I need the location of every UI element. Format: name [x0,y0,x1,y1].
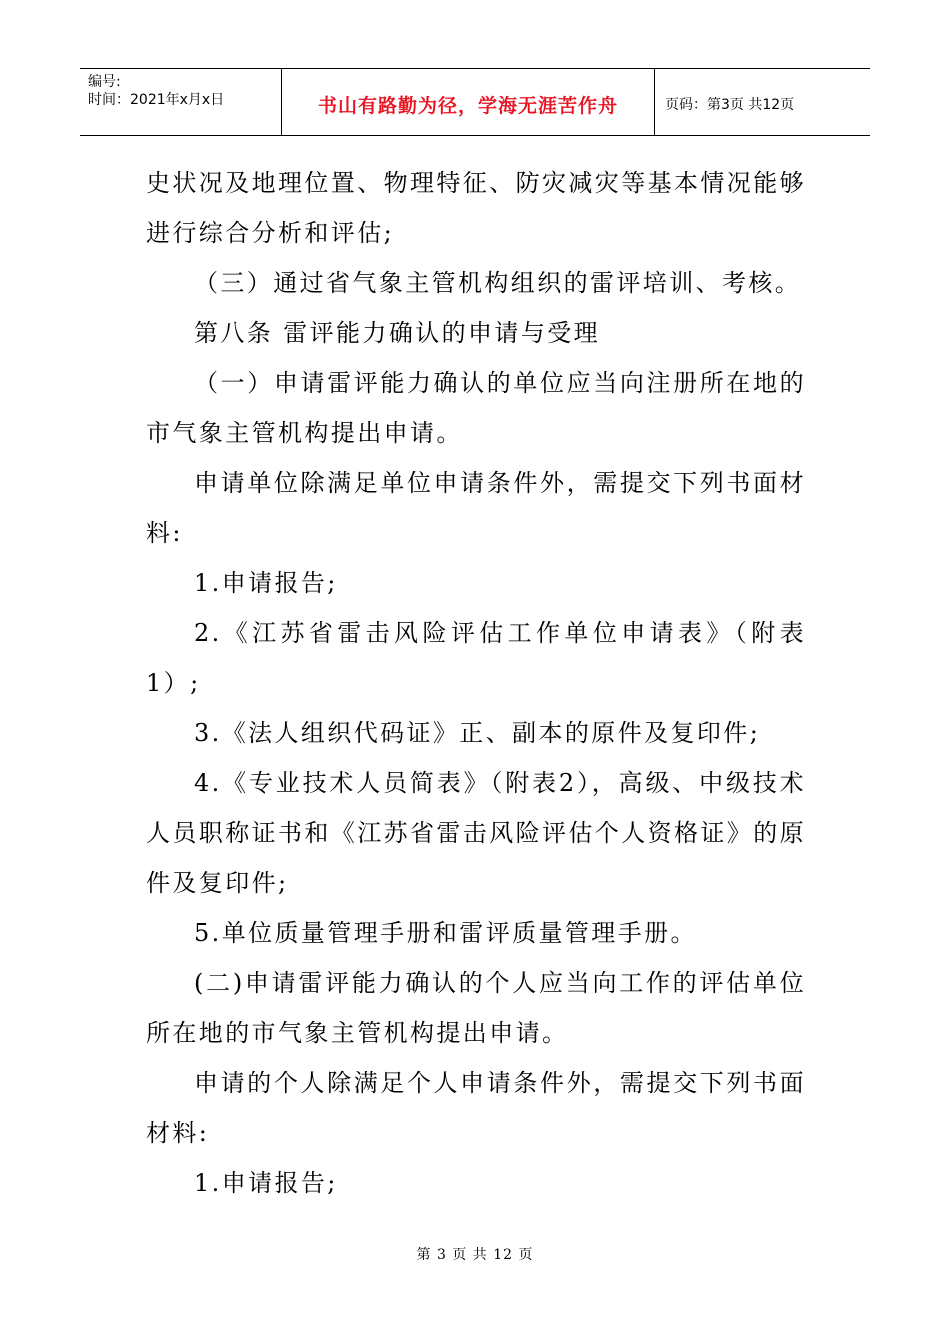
paragraph: 史状况及地理位置、物理特征、防灾减灾等基本情况能够进行综合分析和评估; [146,169,806,247]
section-heading: 第八条 雷评能力确认的申请与受理 [194,319,601,347]
document-body [146,158,806,1208]
list-item: 5.单位质量管理手册和雷评质量管理手册。 [194,919,697,947]
page-footer: 第 3 页 共 12 页 [416,1247,534,1263]
header-meta [80,69,282,135]
paragraph: 申请的个人除满足个人申请条件外，需提交下列书面材料: [146,1069,806,1147]
list-item: 1.申请报告; [194,1169,338,1197]
list-item: 3.《法人组织代码证》正、副本的原件及复印件; [194,719,761,747]
header-page-cell [655,69,870,135]
paragraph: (二)申请雷评能力确认的个人应当向工作的评估单位所在地的市气象主管机构提出申请。 [146,969,806,1047]
document-time: 时间：2021年x月x日 [88,92,225,108]
paragraph: （一）申请雷评能力确认的单位应当向注册所在地的市气象主管机构提出申请。 [146,369,806,447]
paragraph: （三）通过省气象主管机构组织的雷评培训、考核。 [194,269,802,297]
document-number: 编号: [88,74,121,90]
header-page-number: 页码：第3页 共12页 [665,97,795,113]
list-item: 4.《专业技术人员简表》（附表2），高级、中级技术人员职称证书和《江苏省雷击风险评估个人资格证》的原件及复印件; [146,769,806,897]
header-motto-cell [282,69,655,135]
list-item: 2.《江苏省雷击风险评估工作单位申请表》（附表1）; [146,619,806,697]
header-motto: 书山有路勤为径，学海无涯苦作舟 [317,94,618,117]
paragraph: 申请单位除满足单位申请条件外，需提交下列书面材料: [146,469,806,547]
page-header [80,68,870,136]
list-item: 1.申请报告; [194,569,338,597]
